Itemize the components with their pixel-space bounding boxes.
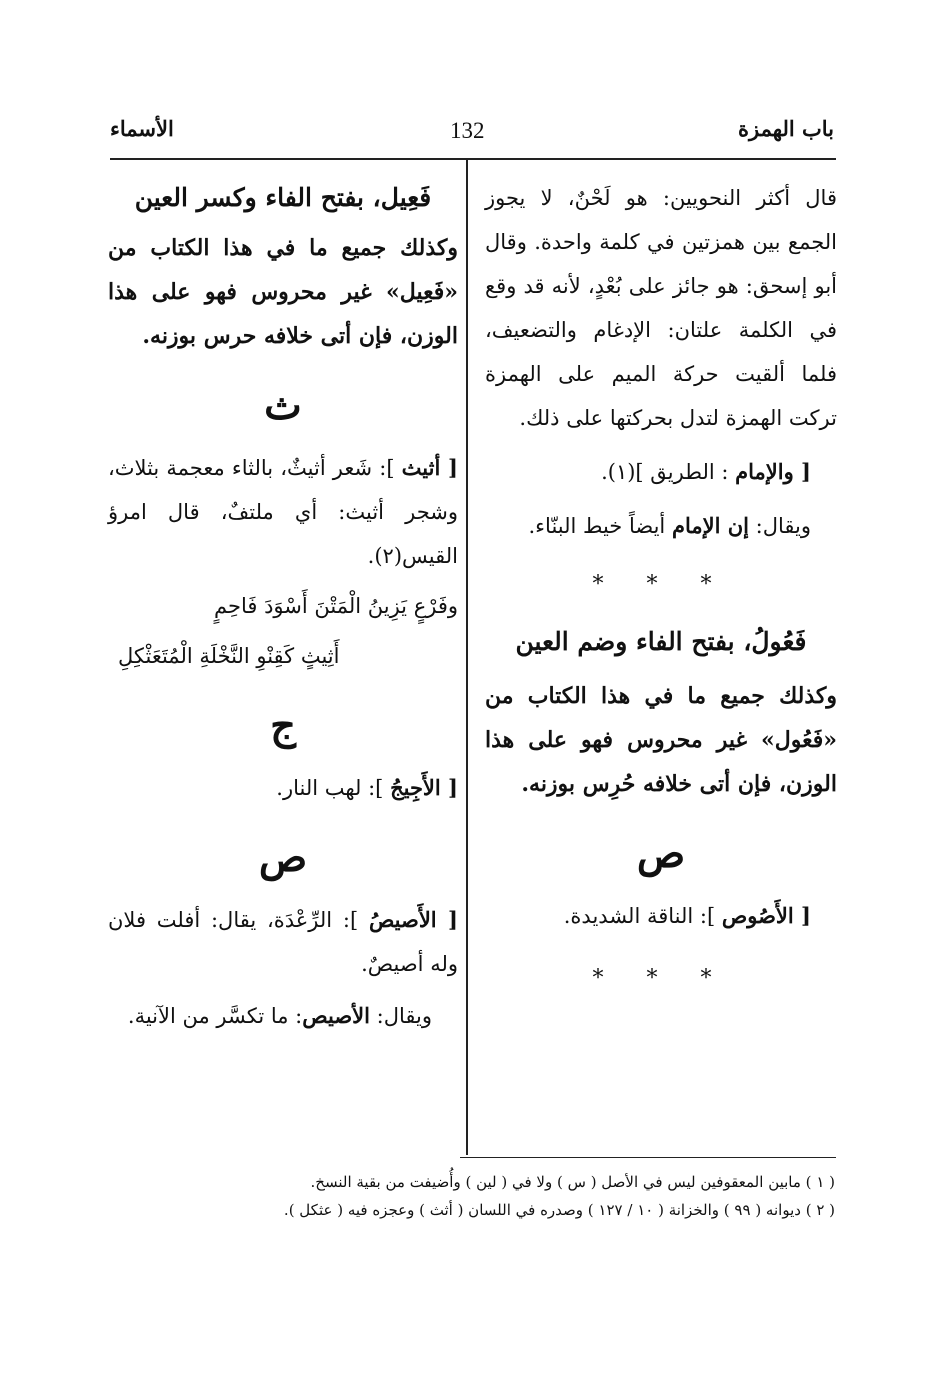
header-rule [110,158,836,160]
entry-headword: [ أثيث [401,455,458,480]
verse-second-hemistich: أَثِيثٍ كَقِنْوِ النَّخْلَةِ الْمُتَعَثْكِلِ [118,644,340,668]
entry-prefix: ويقال: [755,514,811,538]
footnote-rule [460,1157,836,1158]
entry-asus [485,894,811,938]
entry-keyword: الأصيص [302,1003,370,1028]
letter-heading: ص [636,830,686,877]
entry-asis-2 [108,994,432,1038]
footnote: ( ٢ ) ديوانه ( ٩٩ ) والخزانة ( ١٠ / ١٢٧ ) وصدره في اللسان ( أثث ) وعجزه فيه ( عثكل ). [283,1201,835,1219]
entry-definition: ]: شَعر أثيثٌ، بالثاء معجمة بثلاث، وشجر أثيث: أي ملتفٌ، قال امرؤ القيس(٢). [108,456,458,568]
section-heading: فَعُولُ، بفتح الفاء وضم العين [515,627,807,656]
entry-imam [485,450,811,494]
entry-definition: ]: لهب النار. [276,776,384,800]
footnote: ( ١ ) مابين المعقوفين ليس في الأصل ( س ) ولا في ( لين ) وأُضيفت من بقية النسخ. [310,1173,835,1191]
entry-athith [108,446,458,578]
section-heading: فَعِيل، بفتح الفاء وكسر العين [134,183,432,212]
section-separator: * * * [592,966,730,991]
entry-prefix: ويقال: [376,1004,432,1028]
entry-headword: [ الأَصُوص [721,903,811,928]
entry-definition: ]: الرِّعْدَة، يقال: أفلت فلان وله أصيصٌ. [108,908,458,976]
chapter-title: باب الهمزة [738,116,834,141]
entry-headword: [ والإمام [735,459,811,484]
section-note: وكذلك جميع ما في هذا الكتاب من «فَعِيل» غير محروس فهو على هذا الوزن، فإن أتى خلافه حرس بوزنه. [108,235,458,349]
entry-definition: ]: الناقة الشديدة. [563,904,716,928]
entry-headword: [ الأَجِيجُ [390,775,458,800]
entry-ajij [108,766,458,810]
page-number: 132 [450,118,485,143]
entry-headword: [ الأَصيصُ [368,907,458,932]
footnotes [115,1168,835,1224]
right-column [485,176,837,1014]
entry-definition: : ما تكسَّر من الآنية. [127,1004,303,1028]
letter-heading: ث [264,382,302,429]
column-divider [466,160,468,1155]
entry-imam-2 [485,504,811,548]
entry-definition: أيضاً خيط البنّاء. [528,514,666,538]
entry-definition: : الطريق ](١). [601,460,729,484]
verse-first-hemistich: وفَرْعٍ يَزِينُ الْمَتْنَ أَسْوَدَ فَاحِمٍ [214,594,458,618]
section-note: وكذلك جميع ما في هذا الكتاب من «فَعُول» غير محروس فهو على هذا الوزن، فإن أتى خلافه حُرِس بوزنه. [485,683,837,797]
entry-keyword: إن الإمام [671,513,749,538]
section-separator: * * * [592,572,730,597]
entry-asis [108,898,458,986]
letter-heading: ج [270,702,296,749]
section-title: الأسماء [110,116,174,141]
letter-heading: ص [258,834,308,881]
left-column [108,176,458,1038]
page-header [110,112,834,152]
paragraph: قال أكثر النحويين: هو لَحْنٌ، لا يجوز الجمع بين همزتين في كلمة واحدة. وقال أبو إسحق: هو جائز على بُعْدٍ، لأنه قد وقع في الكلمة علتان: الإدغام والتضعيف، فلما ألقيت حركة الميم على الهمزة تركت الهمزة لتدل بحركتها على ذلك. [485,186,837,430]
